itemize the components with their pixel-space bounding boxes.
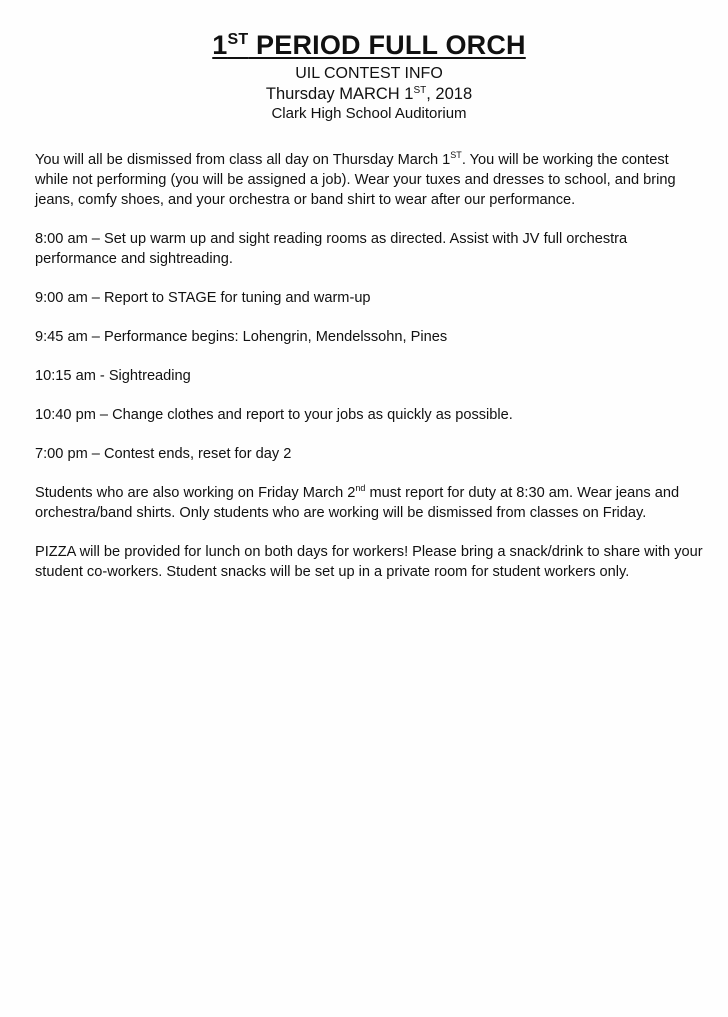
document-header bbox=[0, 28, 728, 124]
friday-text-2: must report for duty at 8:30 am. Wear jeans and orchestra/band shirts. Only students who are working will be dismissed from classes on Friday. bbox=[35, 485, 680, 521]
contest-date bbox=[10, 84, 728, 104]
schedule-item: 9:00 am – Report to STAGE for tuning and warm-up bbox=[35, 290, 371, 306]
intro-paragraph bbox=[35, 150, 705, 210]
title-rest: PERIOD FULL ORCH bbox=[248, 30, 526, 60]
document-body bbox=[35, 150, 705, 601]
schedule-item: 7:00 pm – Contest ends, reset for day 2 bbox=[35, 446, 292, 462]
title-superscript: ST bbox=[227, 31, 249, 48]
friday-superscript: nd bbox=[355, 483, 366, 493]
schedule-item: 10:40 pm – Change clothes and report to your jobs as quickly as possible. bbox=[35, 407, 513, 423]
schedule-item: 9:45 am – Performance begins: Lohengrin, Mendelssohn, Pines bbox=[35, 329, 448, 345]
title-prefix: 1 bbox=[212, 30, 228, 60]
date-rest: , 2018 bbox=[426, 85, 473, 103]
intro-text-1: You will all be dismissed from class all day on Thursday March 1 bbox=[35, 152, 451, 168]
intro-text-2: . You will be working the contest while not performing (you will be assigned a job). Wear your tuxes and dresses to school, and bring jeans, comfy shoes, and your orchestra or band shirt to wear after our performance. bbox=[35, 152, 676, 208]
date-superscript: ST bbox=[413, 85, 427, 96]
contest-location: Clark High School Auditorium bbox=[271, 105, 467, 122]
friday-text-1: Students who are also working on Friday March 2 bbox=[35, 485, 356, 501]
contest-subtitle: UIL CONTEST INFO bbox=[295, 65, 443, 82]
schedule-item: 10:15 am - Sightreading bbox=[35, 368, 191, 384]
schedule-item: 8:00 am – Set up warm up and sight reading rooms as directed. Assist with JV full orchestra performance and sightreading. bbox=[35, 231, 628, 267]
pizza-paragraph: PIZZA will be provided for lunch on both days for workers! Please bring a snack/drink to share with your student co-workers. Student snacks will be set up in a private room for student workers only. bbox=[35, 544, 703, 580]
intro-superscript: ST bbox=[450, 150, 462, 160]
friday-paragraph bbox=[35, 483, 705, 523]
date-prefix: Thursday MARCH 1 bbox=[265, 85, 414, 103]
page-title bbox=[212, 28, 526, 62]
